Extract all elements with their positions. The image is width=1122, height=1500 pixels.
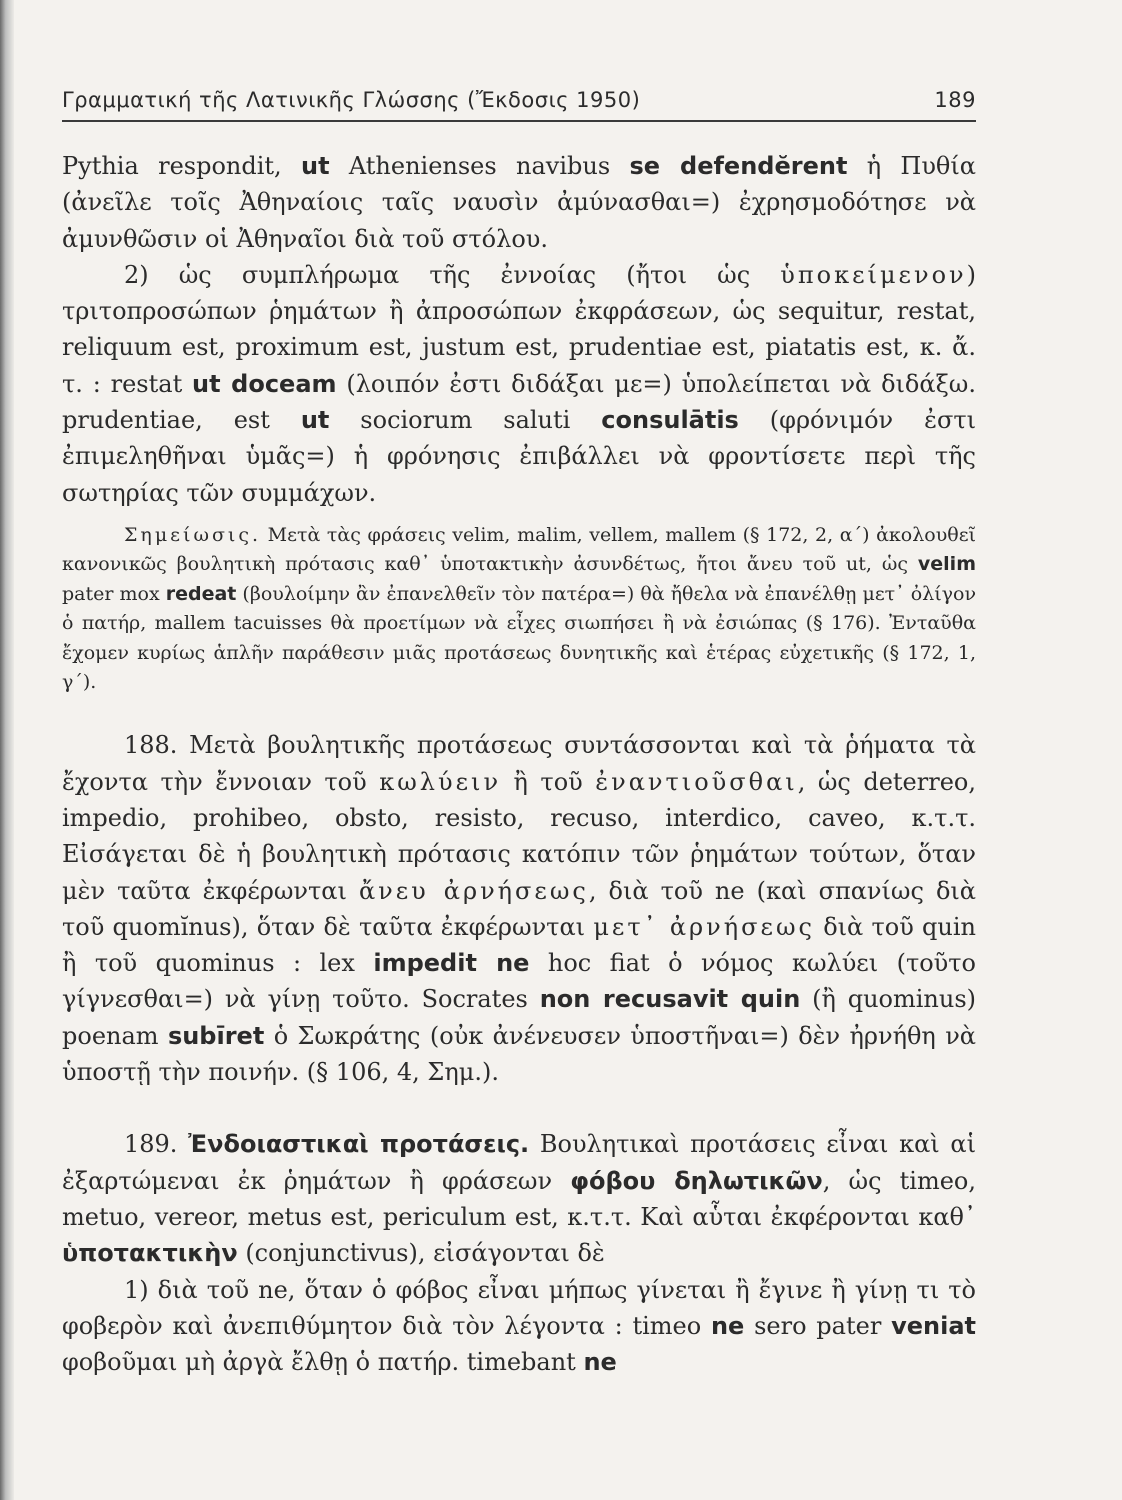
bold-term: ne <box>583 1348 617 1377</box>
bold-term: ne <box>710 1311 745 1340</box>
bold-term: subīret <box>167 1021 265 1050</box>
section-189-point-1: 1) διὰ τοῦ ne, ὅταν ὁ φόβος εἶναι μήπως γίνεται ἢ ἔγινε ἢ γίνῃ τι τὸ φοβερὸν καὶ ἀνεπιθύμητον διὰ τὸν λέγοντα : timeo ne sero pater veniat φοβοῦμαι μὴ ἀργὰ ἔλθῃ ὁ πατήρ. timebant ne <box>62 1275 976 1377</box>
bold-term: veniat <box>891 1311 976 1340</box>
header-title: Γραμματική τῆς Λατινικῆς Γλώσσης (Ἔκδοσις 1950) <box>62 88 641 112</box>
spaced-term: ἄνευ ἀρνήσεως <box>358 876 589 905</box>
bold-term: non recusavit quin <box>539 985 801 1014</box>
page-binding-shadow <box>0 0 14 1500</box>
bold-term: ὑποτακτικὴν <box>62 1239 238 1268</box>
section-heading: Ἐνδοιαστικαὶ προτάσεις. <box>188 1130 530 1159</box>
section-189: 189. Ἐνδοιαστικαὶ προτάσεις. Βουλητικαὶ προτάσεις εἶναι καὶ αἱ ἐξαρτώμεναι ἐκ ῥημάτων ἢ φράσεων φόβου δηλωτικῶν, ὡς timeo, metuo, vereor, metus est, periculum est, κ.τ.τ. Καὶ αὗται ἐκφέρονται καθ᾽ ὑποτακτικὴν (conjunctivus), εἰσάγονται δὲ <box>62 1130 977 1268</box>
bold-term: redeat <box>165 582 237 605</box>
bold-term: consulātis <box>601 406 739 435</box>
bold-term: ut <box>300 406 330 435</box>
page-body <box>62 148 976 1380</box>
bold-term: se defendĕrent <box>629 152 848 180</box>
note-label: Σημείωσις. <box>124 523 262 546</box>
bold-term: velim <box>917 553 976 576</box>
spaced-term: κωλύειν <box>379 767 502 796</box>
running-header <box>62 88 976 112</box>
paragraph-point-2: 2) ὡς συμπλήρωμα τῆς ἐννοίας (ἤτοι ὡς ὑποκείμενον) τριτοπροσώπων ῥημάτων ἢ ἀπροσώπων ἐκφράσεων, ὡς sequitur, restat, reliquum est, proximum est, justum est, prudentiae est, piatatis est, κ. ἄ. τ. : restat ut doceam (λοιπόν ἐστι διδάξαι με=) ὑπολείπεται νὰ διδάξω. prudentiae, est ut sociorum saluti consulātis (φρόνιμόν ἐστι ἐπιμεληθῆναι ὑμᾶς=) ἡ φρόνησις ἐπιβάλλει νὰ φροντίσετε περὶ τῆς σωτηρίας τῶν συμμάχων. <box>62 260 977 507</box>
note-paragraph: Σημείωσις. Μετὰ τὰς φράσεις velim, malim, vellem, mallem (§ 172, 2, α΄) ἀκολουθεῖ κανονικῶς βουλητικὴ πρότασις καθ᾽ ὑποτακτικὴν ἀσυνδέτως, ἤτοι ἄνευ τοῦ ut, ὡς velim pater mox redeat (βουλοίμην ἂν ἐπανελθεῖν τὸν πατέρα=) θὰ ἤθελα νὰ ἐπανέλθῃ μετ᾽ ὀλίγον ὁ πατήρ, mallem tacuisses θὰ προετίμων νὰ εἶχες σιωπήσει ἢ νὰ ἐσιώπας (§ 176). Ἐνταῦθα ἔχομεν κυρίως ἁπλῆν παράθεσιν μιᾶς προτάσεως δυνητικῆς καὶ ἑτέρας εὐχετικῆς (§ 172, 1, γ΄). <box>62 523 977 693</box>
spaced-term: ὑποκείμενον <box>780 260 967 289</box>
bold-term: impedit ne <box>373 949 530 978</box>
spaced-term: μετ᾽ ἀρνήσεως <box>593 912 815 941</box>
bold-term: ut <box>300 152 330 180</box>
header-rule <box>62 120 976 122</box>
spaced-term: ἐναντιοῦσθαι <box>595 767 798 796</box>
bold-term: ut doceam <box>192 369 337 398</box>
section-188: 188. Μετὰ βουλητικῆς προτάσεως συντάσσονται καὶ τὰ ῥήματα τὰ ἔχοντα τὴν ἔννοιαν τοῦ κωλύειν ἢ τοῦ ἐναντιοῦσθαι, ὡς deterreo, impedio, prohibeo, obsto, resisto, recuso, interdico, caveo, κ.τ.τ. Εἰσάγεται δὲ ἡ βουλητικὴ πρότασις κατόπιν τῶν ῥημάτων τούτων, ὅταν μὲν ταῦτα ἐκφέρωνται ἄνευ ἀρνήσεως, διὰ τοῦ ne (καὶ σπανίως διὰ τοῦ quomĭnus), ὅταν δὲ ταῦτα ἐκφέρωνται μετ᾽ ἀρνήσεως διὰ τοῦ quin ἢ τοῦ quominus : lex impedit ne hoc fiat ὁ νόμος κωλύει (τοῦτο γίγνεσθαι=) νὰ γίνῃ τοῦτο. Socrates non recusavit quin (ἢ quominus) poenam subīret ὁ Σωκράτης (οὐκ ἀνένευσεν ὑποστῆναι=) δὲν ἠρνήθη νὰ ὑποστῇ τὴν ποινήν. (§ 106, 4, Σημ.). <box>62 731 977 1087</box>
page-number: 189 <box>934 88 976 112</box>
paragraph-pythia: Pythia respondit, ut Athenienses navibus se defendĕrent ἡ Πυθία (ἀνεῖλε τοῖς Ἀθηναίοις ταῖς ναυσὶν ἀμύνασθαι=) ἐχρησμοδότησε νὰ ἀμυνθῶσιν οἱ Ἀθηναῖοι διὰ τοῦ στόλου. <box>62 152 976 253</box>
bold-term: φόβου δηλωτικῶν <box>570 1166 823 1195</box>
